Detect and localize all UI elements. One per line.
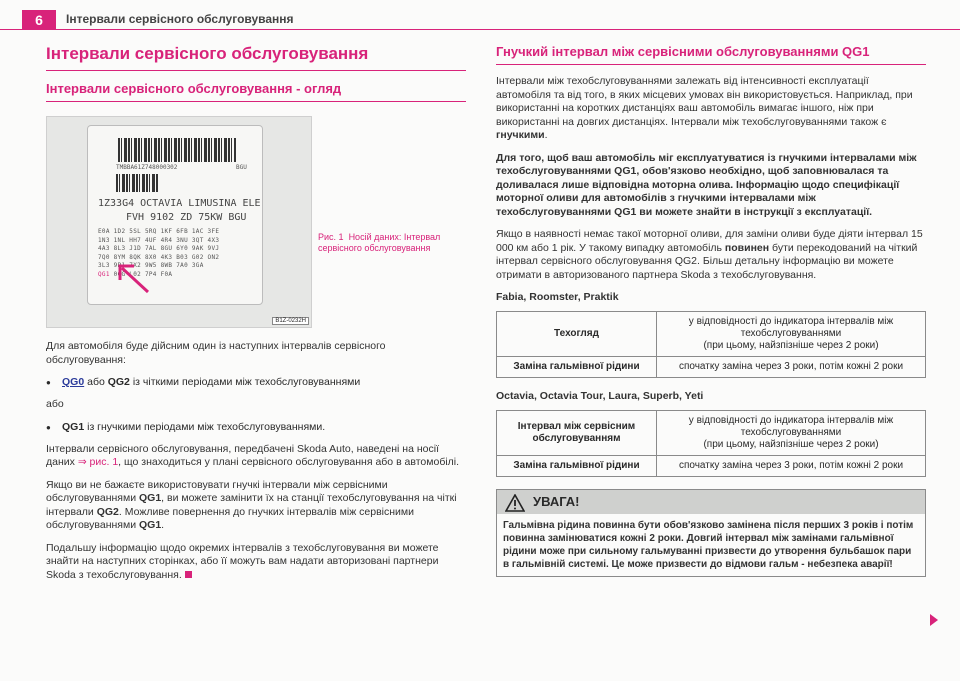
barcode-icon bbox=[118, 138, 236, 162]
figure-caption-label: Рис. 1 bbox=[318, 232, 344, 242]
figure-caption-text: Носій даних: Інтервал сервісного обслуговування bbox=[318, 232, 441, 253]
paragraph bbox=[496, 75, 926, 143]
text: Інтервали сервісного обслуговування, передбачені Skoda Auto, наведені на носії даних bbox=[46, 442, 439, 468]
pointer-arrow-icon bbox=[114, 256, 154, 296]
warning-triangle-icon bbox=[505, 494, 525, 512]
term: QG1 bbox=[138, 519, 162, 531]
next-page-arrow-icon bbox=[930, 614, 938, 626]
list-item bbox=[46, 421, 466, 434]
table-cell-key: Заміна гальмівної рідини bbox=[497, 357, 657, 378]
text: . bbox=[161, 519, 165, 531]
table-row bbox=[497, 357, 926, 378]
text: , ви можете замінити їх на станції техобслуговування на чіткі інтервали bbox=[46, 492, 457, 518]
text: . bbox=[544, 129, 548, 141]
paragraph bbox=[46, 542, 466, 583]
table-cell-key: Заміна гальмівної рідини bbox=[497, 456, 657, 477]
warning-text: Гальмівна рідина повинна бути обов'язково замінена після перших 3 років і потім повинна замінюватися кожні 2 роки. Довгий інтервал між замінами гальмівної рідини може при сильному гальмуванні призвести до утворення бульбашок пари в гальмівній системі. Це може призвести до відмови гальм - небезпека аварії! bbox=[503, 520, 914, 570]
bullet-text: із гнучкими періодами між техобслуговуваннями. bbox=[84, 420, 326, 433]
intro-text: Для автомобіля буде дійсним один із наступних інтервалів сервісного обслуговування: bbox=[46, 340, 386, 366]
text: , що знаходиться у плані сервісного обслуговування або в автомобілі. bbox=[118, 456, 460, 468]
interval-table-fabia bbox=[496, 311, 926, 378]
section-title: Інтервали сервісного обслуговування bbox=[46, 44, 466, 71]
qg0-link[interactable]: QG0 bbox=[62, 376, 85, 388]
right-column bbox=[496, 44, 926, 577]
table-cell-value: спочатку заміна через 3 роки, потім кожні 2 роки bbox=[657, 456, 926, 477]
interval-table-octavia bbox=[496, 410, 926, 477]
code-row: 3L3 9P1 7X2 9W5 8WB 7A0 3GA bbox=[98, 262, 204, 269]
list-item bbox=[46, 376, 466, 389]
table-cell-value: у відповідності до індикатора інтервалів між техобслуговуваннями (при цьому, найзпізніше через 2 роки) bbox=[657, 411, 926, 456]
sticker-engine-line: FVH 9102 ZD 75KW BGU bbox=[126, 212, 247, 223]
figure-id: B1Z-0232H bbox=[272, 317, 309, 325]
qg2-term: QG2 bbox=[107, 376, 130, 388]
text: . Можливе повернення до гнучких інтервалів між сервісними обслуговуваннями bbox=[46, 505, 415, 531]
paragraph bbox=[46, 479, 466, 533]
code-row-rest: 0GG L02 7P4 F0A bbox=[109, 270, 173, 278]
qg1-term: QG1 bbox=[62, 420, 85, 433]
model-group-heading: Fabia, Roomster, Praktik bbox=[496, 291, 619, 303]
warning-header bbox=[497, 490, 925, 514]
term: гнучкими bbox=[496, 129, 545, 141]
barcode-small-icon bbox=[116, 174, 158, 192]
sticker-vin: TMBBA61Z748000302 bbox=[116, 164, 178, 171]
figure-data-carrier bbox=[46, 116, 312, 328]
paragraph bbox=[496, 228, 926, 282]
model-group-heading: Octavia, Octavia Tour, Laura, Superb, Yeti bbox=[496, 390, 704, 402]
warning-title: УВАГА! bbox=[533, 494, 580, 509]
table-cell-value: у відповідності до індикатора інтервалів між техобслуговуваннями (при цьому, найзпізніше через 2 роки) bbox=[657, 312, 926, 357]
text: Якщо в наявності немає такої моторної оливи, для заміни оливи буде діяти інтервал 15 000 км або 1 рік. У такому випадку автомобіль bbox=[496, 228, 923, 254]
section-title-qg1: Гнучкий інтервал між сервісними обслуговуваннями QG1 bbox=[496, 44, 926, 65]
paragraph-bold: Для того, щоб ваш автомобіль міг експлуатуватися із гнучкими інтервалами між техобслуговуваннями QG1, обов'язково необхідно, щоб заповнювалася та доливалася лише відповідна моторна олива. Інформацію щодо специфікації моторної оливи для автомобілів з гнучкими інтервалами між техобслуговуваннями QG1 ви можете знайти в інструкції з експлуатації. bbox=[496, 151, 917, 218]
section-subtitle: Інтервали сервісного обслуговування - огляд bbox=[46, 81, 466, 102]
code-row: 7Q0 8YM 8QK 8X0 4K3 B03 G02 ON2 bbox=[98, 253, 220, 261]
table-row bbox=[497, 411, 926, 456]
left-column bbox=[46, 44, 466, 591]
term: QG1 bbox=[138, 492, 162, 504]
table-row bbox=[497, 312, 926, 357]
paragraph bbox=[46, 443, 466, 470]
text: бути перекодований на чіткий інтервал сервісного обслуговування QG2. Більш детальну інформацію ви можете отримати в авторизованого партнера Skoda з техобслуговування. bbox=[496, 241, 918, 281]
code-qg1-highlight: QG1 bbox=[98, 270, 110, 278]
text: Інтервали між техобслуговуваннями залежать від інтенсивності експлуатації автомобіля та від того, в яких місцевих умовах він використовується. Наприклад, при використанні на коротких дистанціях ваш автомобіль вимагає іншого, ніж при використанні на довгих дистанціях. Інтервали між техобслуговуваннями також є bbox=[496, 75, 913, 128]
text: Якщо ви не бажаєте використовувати гнучкі інтервали між сервісними обслуговуваннями bbox=[46, 478, 388, 504]
table-cell-key: Інтервал між сервісним обслуговуванням bbox=[497, 411, 657, 456]
running-title: Інтервали сервісного обслуговування bbox=[66, 12, 294, 26]
code-row: 1N3 1NL HH7 4UF 4R4 3NU 3QT 4X3 bbox=[98, 236, 220, 244]
table-cell-key: Техогляд bbox=[497, 312, 657, 357]
code-row: 4A3 8L3 J1D 7AL 8GU 6Y0 9AK 9VJ bbox=[98, 245, 220, 252]
sticker-bgu: BGU bbox=[236, 164, 247, 171]
end-of-section-icon bbox=[185, 571, 192, 578]
table-cell-value: спочатку заміна через 3 роки, потім кожні 2 роки bbox=[657, 357, 926, 378]
figure-caption bbox=[318, 232, 468, 254]
bullet-text: із чіткими періодами між техобслуговуваннями bbox=[129, 376, 361, 388]
table-row bbox=[497, 456, 926, 477]
or-text: або bbox=[46, 398, 64, 410]
sticker-model-line: 1Z33G4 OCTAVIA LIMUSINA ELE bbox=[98, 198, 261, 209]
page-number: 6 bbox=[22, 10, 56, 30]
bullet-text: або bbox=[84, 376, 108, 388]
term: QG2 bbox=[96, 505, 119, 518]
term: повинен bbox=[724, 241, 770, 254]
figure-reference-link[interactable]: ⇒ рис. 1 bbox=[77, 456, 119, 468]
warning-box bbox=[496, 489, 926, 577]
text: Подальшу інформацію щодо окремих інтервалів з техобслуговування ви можете знайти на наступних сторінках, або її можуть вам надати авторизовані партнери Skoda з техобслуговування. bbox=[46, 541, 439, 581]
data-sticker bbox=[87, 125, 263, 305]
code-row: E0A 1D2 5SL 5RQ 1KF 6FB 1AC 3FE bbox=[98, 228, 220, 235]
page-header bbox=[0, 0, 960, 30]
